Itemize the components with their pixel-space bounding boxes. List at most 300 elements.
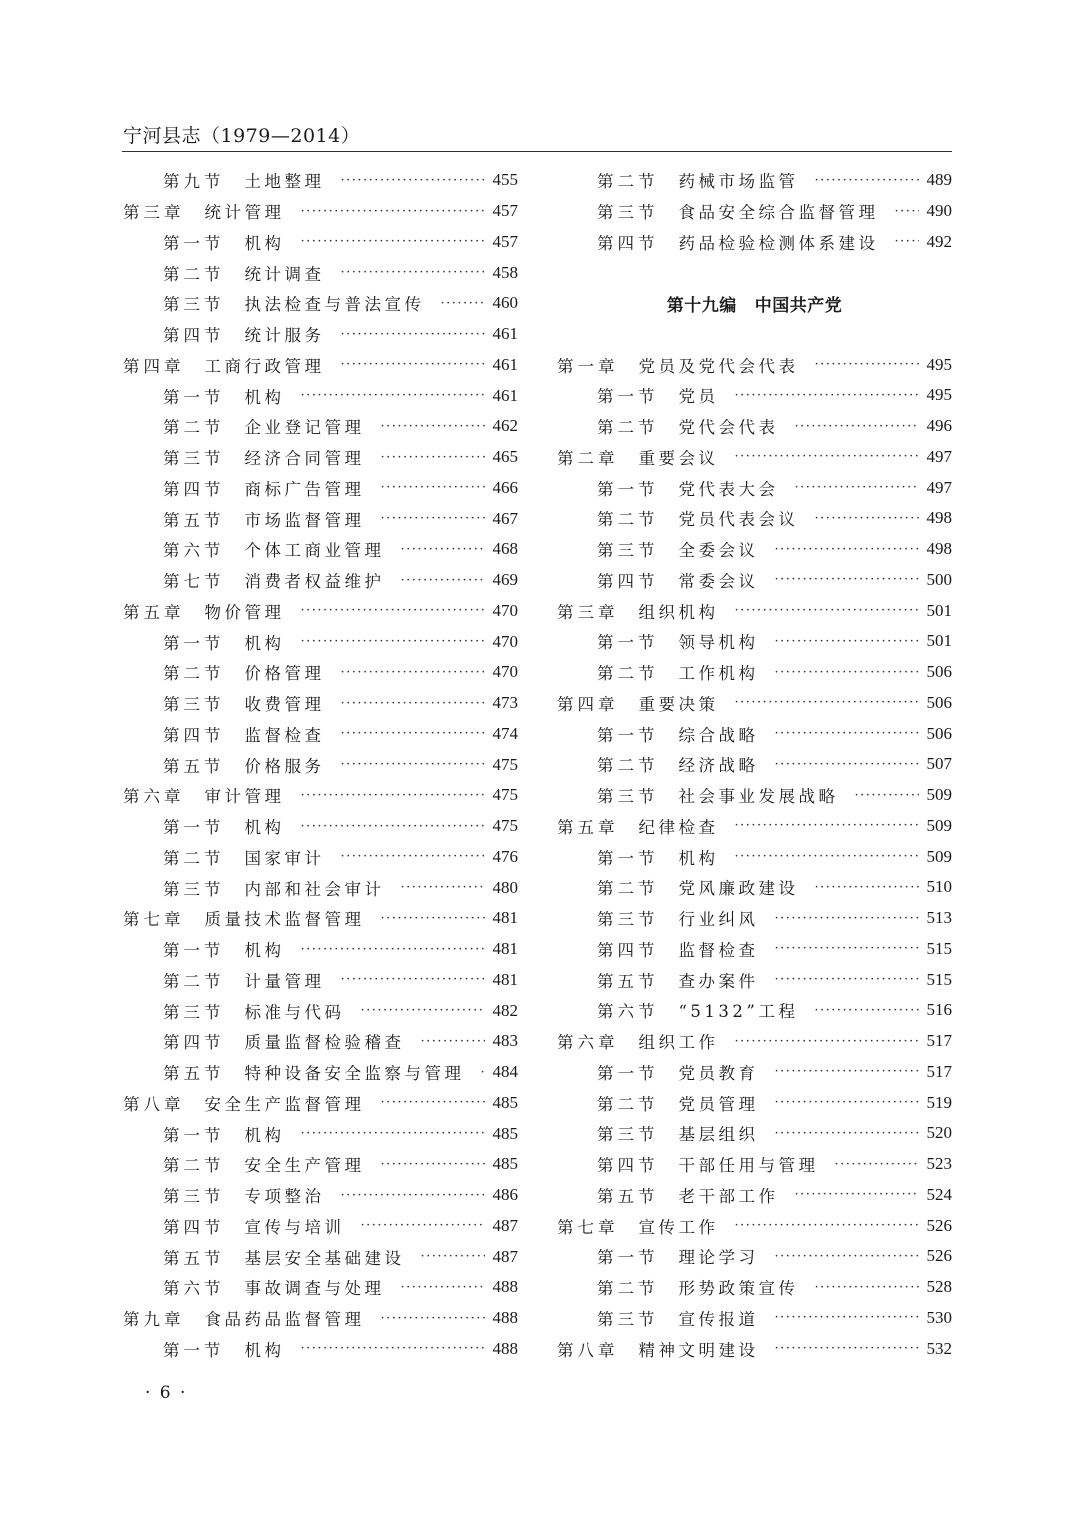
- toc-section-entry: [557, 903, 952, 934]
- toc-section-entry: [123, 411, 518, 442]
- dot-leader: [401, 573, 485, 588]
- entry-title: 宣传工作: [638, 1217, 719, 1237]
- dot-leader: [775, 1095, 919, 1110]
- toc-chapter-entry: [123, 350, 518, 381]
- entry-title: 重要会议: [638, 448, 719, 468]
- dot-leader: [361, 1218, 485, 1233]
- entry-title: 经济战略: [678, 756, 759, 776]
- entry-title: 机构: [678, 848, 719, 868]
- dot-leader: [735, 449, 919, 464]
- dot-leader: [735, 1218, 919, 1233]
- toc-section-entry: [123, 288, 518, 319]
- entry-number: 第三节: [163, 295, 225, 315]
- entry-page-number: 488: [492, 1308, 518, 1328]
- entry-page-number: 526: [926, 1215, 952, 1235]
- dot-leader: [341, 173, 485, 188]
- entry-page-number: 455: [492, 170, 518, 190]
- entry-page-number: 490: [926, 201, 952, 221]
- entry-number: 第二节: [163, 848, 225, 868]
- dot-leader: [775, 726, 919, 741]
- entry-number: 第一节: [597, 848, 659, 868]
- entry-page-number: 467: [492, 508, 518, 528]
- dot-leader: [814, 1003, 918, 1018]
- entry-number: 第一节: [597, 1063, 659, 1083]
- entry-page-number: 466: [492, 477, 518, 497]
- toc-chapter-entry: [123, 596, 518, 627]
- entry-title: 宣传报道: [678, 1309, 759, 1329]
- entry-page-number: 497: [926, 446, 952, 466]
- entry-title: 领导机构: [678, 633, 759, 653]
- dot-leader: [301, 603, 485, 618]
- toc-section-entry: [557, 472, 952, 503]
- entry-number: 第一节: [163, 1340, 225, 1360]
- entry-page-number: 517: [926, 1031, 952, 1051]
- entry-title: 机构: [244, 633, 285, 653]
- entry-page-number: 509: [926, 815, 952, 835]
- entry-number: 第三节: [163, 879, 225, 899]
- dot-leader: [775, 1064, 919, 1079]
- entry-page-number: 489: [926, 170, 952, 190]
- entry-page-number: 482: [492, 1000, 518, 1020]
- entry-title: 安全生产监督管理: [204, 1094, 365, 1114]
- entry-number: 第八章: [557, 1340, 619, 1360]
- entry-title: 药械市场监管: [678, 172, 799, 192]
- entry-number: 第一节: [163, 818, 225, 838]
- entry-page-number: 501: [926, 600, 952, 620]
- entry-number: 第四节: [163, 326, 225, 346]
- dot-leader: [795, 1187, 919, 1202]
- dot-leader: [301, 1126, 485, 1141]
- dot-leader: [735, 695, 919, 710]
- entry-title: 党员: [678, 387, 719, 407]
- entry-page-number: 470: [492, 631, 518, 651]
- toc-section-entry: [123, 503, 518, 534]
- entry-title: 质量技术监督管理: [204, 910, 365, 930]
- toc-chapter-entry: [557, 1026, 952, 1057]
- dot-leader: [441, 296, 485, 311]
- entry-title: 工作机构: [678, 664, 759, 684]
- entry-number: 第一节: [163, 941, 225, 961]
- toc-chapter-entry: [557, 595, 952, 626]
- toc-section-entry: [557, 534, 952, 565]
- entry-page-number: 500: [926, 569, 952, 589]
- entry-page-number: 476: [492, 846, 518, 866]
- toc-section-entry: [557, 934, 952, 965]
- entry-number: 第二节: [597, 879, 659, 899]
- entry-title: 组织机构: [638, 602, 719, 622]
- dot-leader: [301, 1341, 485, 1356]
- entry-page-number: 457: [492, 201, 518, 221]
- entry-title: 重要决策: [638, 694, 719, 714]
- dot-leader: [341, 357, 485, 372]
- entry-number: 第七章: [123, 910, 185, 930]
- entry-page-number: 495: [926, 385, 952, 405]
- toc-section-entry: [557, 380, 952, 411]
- entry-page-number: 480: [492, 877, 518, 897]
- toc-section-entry: [123, 657, 518, 688]
- entry-title: 土地整理: [244, 172, 325, 192]
- dot-leader: [381, 1311, 485, 1326]
- dot-leader: [381, 1157, 485, 1172]
- toc-section-entry: [557, 1303, 952, 1334]
- toc-chapter-entry: [123, 1303, 518, 1334]
- entry-number: 第一节: [597, 725, 659, 745]
- part-heading: [557, 257, 952, 349]
- dot-leader: [735, 603, 919, 618]
- entry-page-number: 474: [492, 723, 518, 743]
- entry-title: 工商行政管理: [204, 356, 325, 376]
- toc-section-entry: [123, 1334, 518, 1365]
- entry-page-number: 498: [926, 539, 952, 559]
- entry-page-number: 492: [926, 231, 952, 251]
- toc-section-entry: [557, 657, 952, 688]
- entry-number: 第一节: [597, 633, 659, 653]
- dot-leader: [301, 234, 485, 249]
- entry-number: 第三节: [597, 1125, 659, 1145]
- entry-title: 经济合同管理: [244, 449, 365, 469]
- toc-section-entry: [557, 780, 952, 811]
- toc-section-entry: [557, 1272, 952, 1303]
- toc-chapter-entry: [557, 1210, 952, 1241]
- entry-number: 第五节: [163, 1064, 225, 1084]
- entry-title: 形势政策宣传: [678, 1279, 799, 1299]
- entry-number: 第四节: [163, 725, 225, 745]
- entry-page-number: 488: [492, 1338, 518, 1358]
- entry-page-number: 462: [492, 416, 518, 436]
- toc-chapter-entry: [557, 1333, 952, 1364]
- entry-number: 第二节: [597, 1094, 659, 1114]
- toc-section-entry: [123, 1026, 518, 1057]
- toc-section-entry: [123, 165, 518, 196]
- dot-leader: [381, 911, 485, 926]
- toc-section-entry: [557, 718, 952, 749]
- dot-leader: [775, 542, 919, 557]
- entry-number: 第三节: [163, 1002, 225, 1022]
- entry-page-number: 470: [492, 662, 518, 682]
- toc-section-entry: [123, 749, 518, 780]
- dot-leader: [341, 972, 485, 987]
- entry-page-number: 484: [492, 1062, 518, 1082]
- entry-page-number: 488: [492, 1277, 518, 1297]
- entry-page-number: 524: [926, 1184, 952, 1204]
- entry-title: 消费者权益维护: [244, 572, 385, 592]
- entry-title: 机构: [244, 387, 285, 407]
- toc-section-entry: [557, 165, 952, 196]
- toc-section-entry: [123, 626, 518, 657]
- toc-section-entry: [557, 565, 952, 596]
- entry-number: 第七章: [557, 1217, 619, 1237]
- entry-page-number: 498: [926, 508, 952, 528]
- entry-title: 国家审计: [244, 848, 325, 868]
- entry-number: 第二节: [597, 756, 659, 776]
- toc-section-entry: [557, 503, 952, 534]
- dot-leader: [381, 450, 485, 465]
- entry-page-number: 517: [926, 1061, 952, 1081]
- toc-section-entry: [557, 626, 952, 657]
- dot-leader: [301, 388, 485, 403]
- toc-section-entry: [123, 934, 518, 965]
- toc-section-entry: [123, 1272, 518, 1303]
- entry-number: 第四节: [163, 1033, 225, 1053]
- entry-number: 第九章: [123, 1310, 185, 1330]
- entry-page-number: 528: [926, 1277, 952, 1297]
- toc-section-entry: [557, 1057, 952, 1088]
- running-header: 宁河县志（1979—2014）: [123, 125, 361, 147]
- entry-title: 基层安全基础建设: [244, 1248, 405, 1268]
- toc-section-entry: [557, 227, 952, 258]
- dot-leader: [341, 696, 485, 711]
- entry-title: 监督检查: [244, 725, 325, 745]
- entry-title: 药品检验检测体系建设: [678, 233, 879, 253]
- toc-section-entry: [557, 749, 952, 780]
- entry-title: 市场监督管理: [244, 510, 365, 530]
- toc-section-entry: [123, 1241, 518, 1272]
- dot-leader: [735, 849, 919, 864]
- dot-leader: [301, 819, 485, 834]
- entry-title: 党员管理: [678, 1094, 759, 1114]
- dot-leader: [775, 1310, 919, 1325]
- entry-title: 常委会议: [678, 571, 759, 591]
- toc-chapter-entry: [123, 196, 518, 227]
- entry-title: 全委会议: [678, 541, 759, 561]
- toc-section-entry: [123, 319, 518, 350]
- entry-number: 第五章: [557, 817, 619, 837]
- entry-number: 第二节: [163, 1156, 225, 1176]
- entry-title: 党员代表会议: [678, 510, 799, 530]
- dot-leader: [835, 1157, 919, 1172]
- toc-section-entry: [123, 1118, 518, 1149]
- entry-page-number: 468: [492, 539, 518, 559]
- toc-section-entry: [123, 872, 518, 903]
- entry-number: 第二节: [163, 971, 225, 991]
- entry-title: 价格服务: [244, 756, 325, 776]
- entry-page-number: 519: [926, 1092, 952, 1112]
- entry-title: 收费管理: [244, 695, 325, 715]
- entry-number: 第六章: [557, 1033, 619, 1053]
- toc-section-entry: [557, 841, 952, 872]
- entry-number: 第三节: [163, 1187, 225, 1207]
- entry-title: 机构: [244, 818, 285, 838]
- entry-number: 第六章: [123, 787, 185, 807]
- dot-leader: [301, 204, 485, 219]
- dot-leader: [775, 972, 919, 987]
- part-number: 第十九编: [666, 295, 737, 316]
- toc-left-column: [123, 165, 518, 1364]
- entry-title: 特种设备安全监察与管理: [244, 1064, 465, 1084]
- entry-page-number: 495: [926, 354, 952, 374]
- dot-leader: [361, 1003, 485, 1018]
- entry-number: 第二节: [597, 172, 659, 192]
- entry-number: 第六节: [597, 1002, 659, 1022]
- dot-leader: [341, 327, 485, 342]
- entry-number: 第一节: [163, 233, 225, 253]
- entry-title: 监督检查: [678, 940, 759, 960]
- dot-leader: [855, 788, 919, 803]
- entry-page-number: 487: [492, 1246, 518, 1266]
- toc-section-entry: [557, 1180, 952, 1211]
- entry-page-number: 509: [926, 785, 952, 805]
- entry-number: 第四节: [597, 233, 659, 253]
- toc-chapter-entry: [123, 903, 518, 934]
- entry-title: 统计调查: [244, 264, 325, 284]
- entry-title: 企业登记管理: [244, 418, 365, 438]
- entry-number: 第二节: [163, 264, 225, 284]
- toc-section-entry: [123, 688, 518, 719]
- entry-page-number: 506: [926, 723, 952, 743]
- entry-number: 第四章: [123, 356, 185, 376]
- entry-page-number: 501: [926, 631, 952, 651]
- dot-leader: [421, 1249, 485, 1264]
- entry-page-number: 523: [926, 1154, 952, 1174]
- dot-leader: [815, 511, 919, 526]
- entry-number: 第一节: [597, 479, 659, 499]
- dot-leader: [815, 357, 919, 372]
- entry-number: 第五节: [597, 971, 659, 991]
- entry-number: 第三节: [597, 787, 659, 807]
- entry-title: 机构: [244, 1125, 285, 1145]
- dot-leader: [341, 757, 485, 772]
- entry-page-number: 516: [926, 1000, 952, 1020]
- entry-page-number: 465: [492, 447, 518, 467]
- toc-section-entry: [557, 411, 952, 442]
- dot-leader: [735, 1034, 919, 1049]
- entry-number: 第三章: [123, 203, 185, 223]
- entry-number: 第五节: [163, 756, 225, 776]
- toc-section-entry: [557, 872, 952, 903]
- toc-chapter-entry: [123, 780, 518, 811]
- entry-page-number: 520: [926, 1123, 952, 1143]
- entry-page-number: 481: [492, 969, 518, 989]
- toc-section-entry: [123, 811, 518, 842]
- toc-section-entry: [123, 257, 518, 288]
- dot-leader: [381, 480, 485, 495]
- toc-section-entry: [557, 196, 952, 227]
- entry-title: 质量监督检验稽查: [244, 1033, 405, 1053]
- entry-title: 党员教育: [678, 1063, 759, 1083]
- toc-section-entry: [123, 719, 518, 750]
- toc-section-entry: [123, 965, 518, 996]
- toc-section-entry: [123, 1057, 518, 1088]
- entry-number: 第一节: [163, 387, 225, 407]
- entry-title: “5132”工程: [678, 1002, 799, 1022]
- toc-right-bottom: [557, 349, 952, 1364]
- entry-page-number: 485: [492, 1092, 518, 1112]
- entry-title: 商标广告管理: [244, 479, 365, 499]
- dot-leader: [341, 665, 485, 680]
- entry-page-number: 485: [492, 1154, 518, 1174]
- entry-title: 党风廉政建设: [678, 879, 799, 899]
- entry-number: 第四节: [597, 1156, 659, 1176]
- toc-section-entry: [123, 1211, 518, 1242]
- entry-number: 第五节: [163, 510, 225, 530]
- dot-leader: [401, 542, 485, 557]
- toc-section-entry: [123, 565, 518, 596]
- dot-leader: [735, 818, 919, 833]
- dot-leader: [815, 1280, 919, 1295]
- entry-title: 社会事业发展战略: [678, 787, 839, 807]
- dot-leader: [341, 1188, 485, 1203]
- dot-leader: [341, 726, 485, 741]
- header-rule: [122, 151, 952, 152]
- entry-number: 第一章: [557, 356, 619, 376]
- entry-page-number: 485: [492, 1123, 518, 1143]
- entry-title: 统计服务: [244, 326, 325, 346]
- dot-leader: [301, 942, 485, 957]
- dot-leader: [775, 911, 919, 926]
- dot-leader: [735, 388, 919, 403]
- dot-leader: [775, 1249, 919, 1264]
- entry-page-number: 483: [492, 1031, 518, 1051]
- entry-page-number: 497: [926, 477, 952, 497]
- entry-title: 综合战略: [678, 725, 759, 745]
- entry-page-number: 461: [492, 324, 518, 344]
- dot-leader: [381, 419, 485, 434]
- entry-page-number: 486: [492, 1185, 518, 1205]
- dot-leader: [421, 1034, 485, 1049]
- entry-title: 查办案件: [678, 971, 759, 991]
- entry-page-number: 458: [492, 262, 518, 282]
- dot-leader: [775, 572, 919, 587]
- entry-number: 第五节: [163, 1248, 225, 1268]
- entry-page-number: 475: [492, 816, 518, 836]
- toc-chapter-entry: [123, 1088, 518, 1119]
- entry-number: 第九节: [163, 172, 225, 192]
- entry-number: 第四节: [597, 571, 659, 591]
- dot-leader: [401, 880, 485, 895]
- entry-number: 第五节: [597, 1186, 659, 1206]
- dot-leader: [775, 1341, 919, 1356]
- entry-number: 第八章: [123, 1094, 185, 1114]
- entry-page-number: 481: [492, 908, 518, 928]
- dot-leader: [401, 1280, 485, 1295]
- entry-number: 第三节: [597, 203, 659, 223]
- entry-number: 第一节: [597, 387, 659, 407]
- entry-title: 价格管理: [244, 664, 325, 684]
- entry-title: 基层组织: [678, 1125, 759, 1145]
- entry-title: 安全生产管理: [244, 1156, 365, 1176]
- entry-number: 第三章: [557, 602, 619, 622]
- entry-number: 第五章: [123, 602, 185, 622]
- toc-section-entry: [123, 380, 518, 411]
- entry-page-number: 460: [492, 293, 518, 313]
- entry-page-number: 532: [926, 1338, 952, 1358]
- entry-page-number: 515: [926, 969, 952, 989]
- dot-leader: [795, 480, 919, 495]
- entry-number: 第六节: [163, 1279, 225, 1299]
- dot-leader: [895, 234, 919, 249]
- entry-title: 组织工作: [638, 1033, 719, 1053]
- entry-title: 个体工商业管理: [244, 541, 385, 561]
- toc-section-entry: [557, 995, 952, 1026]
- entry-number: 第三节: [597, 910, 659, 930]
- entry-title: 内部和社会审计: [244, 879, 385, 899]
- entry-title: 食品药品监督管理: [204, 1310, 365, 1330]
- entry-number: 第七节: [163, 572, 225, 592]
- entry-title: 理论学习: [678, 1248, 759, 1268]
- dot-leader: [895, 204, 919, 219]
- dot-leader: [815, 880, 919, 895]
- entry-page-number: 481: [492, 939, 518, 959]
- entry-title: 党代会代表: [678, 418, 779, 438]
- entry-title: 精神文明建设: [638, 1340, 759, 1360]
- entry-number: 第二节: [163, 418, 225, 438]
- toc-section-entry: [557, 1087, 952, 1118]
- entry-number: 第四章: [557, 694, 619, 714]
- entry-number: 第四节: [163, 1217, 225, 1237]
- dot-leader: [815, 173, 919, 188]
- entry-title: 纪律检查: [638, 817, 719, 837]
- entry-page-number: 475: [492, 754, 518, 774]
